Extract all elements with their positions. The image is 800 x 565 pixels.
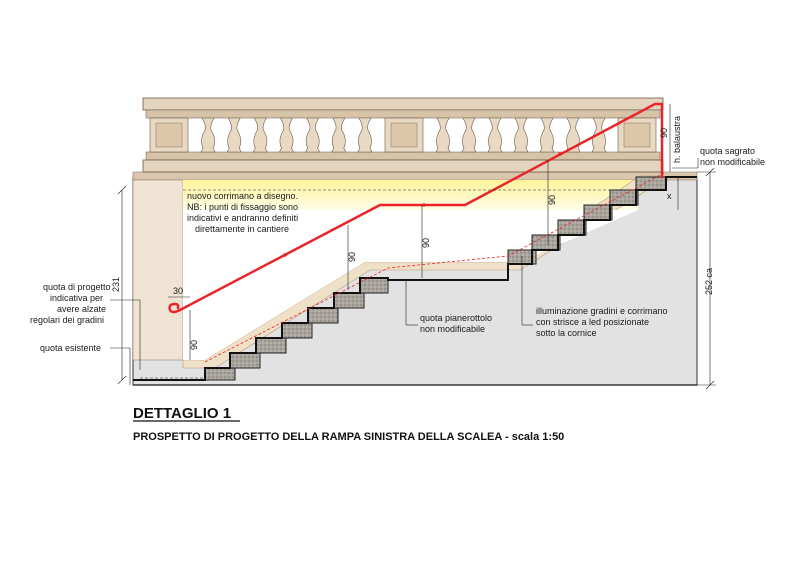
- dim-90-balustrade: 90: [659, 127, 669, 138]
- balustrade: [143, 98, 663, 172]
- stone-cornice-band: [133, 172, 697, 180]
- baluster: [358, 118, 372, 152]
- baluster: [280, 118, 294, 152]
- dim-30: 30: [173, 286, 184, 296]
- baluster: [540, 118, 554, 152]
- note-lighting-3: sotto la cornice: [536, 328, 597, 338]
- drawing-subtitle: PROSPETTO DI PROGETTO DELLA RAMPA SINISTRA DELLA SCALEA - scala 1:50: [133, 431, 565, 443]
- dim-90-upper: 90: [547, 194, 557, 205]
- dim-252: 252 ca: [704, 267, 714, 295]
- note-handrail-line3: indicativi e andranno definiti: [187, 213, 299, 223]
- baluster: [306, 118, 320, 152]
- baluster: [253, 118, 267, 152]
- dim-90-mid: 90: [347, 251, 357, 262]
- note-churchyard-2: non modificabile: [700, 157, 766, 167]
- dim-90-landing: 90: [421, 237, 431, 248]
- baluster: [436, 118, 450, 152]
- note-project-level-2: indicativa per: [50, 293, 104, 303]
- dim-90-lower: 90: [189, 339, 199, 350]
- note-handrail-line1: nuovo corrimano a disegno.: [187, 191, 299, 201]
- baluster: [514, 118, 528, 152]
- baluster: [488, 118, 502, 152]
- note-existing-level: quota esistente: [40, 343, 102, 353]
- dim-h-balustrade: h. balaustra: [672, 115, 682, 163]
- note-churchyard-1: quota sagrato: [700, 146, 756, 156]
- note-landing-2: non modificabile: [420, 324, 486, 334]
- note-project-level-1: quota di progetto: [43, 282, 111, 292]
- note-project-level-3: avere alzate: [57, 304, 107, 314]
- note-lighting-2: con strisce a led posizionate: [536, 317, 650, 327]
- drawing-title: DETTAGLIO 1: [133, 405, 232, 422]
- dim-231: 231: [111, 276, 121, 292]
- dim-x: x: [667, 191, 672, 201]
- baluster: [201, 118, 215, 152]
- note-project-level-4: regolari dei gradini: [30, 315, 105, 325]
- note-lighting-1: illuminazione gradini e corrimano: [536, 306, 668, 316]
- note-handrail-line2: NB: i punti di fissaggio sono: [187, 202, 299, 212]
- note-handrail-line4: direttamente in cantiere: [195, 224, 290, 234]
- baluster: [227, 118, 241, 152]
- note-landing-1: quota pianerottolo: [420, 313, 493, 323]
- baluster: [332, 118, 346, 152]
- baluster: [462, 118, 476, 152]
- stone-pier: [133, 180, 183, 360]
